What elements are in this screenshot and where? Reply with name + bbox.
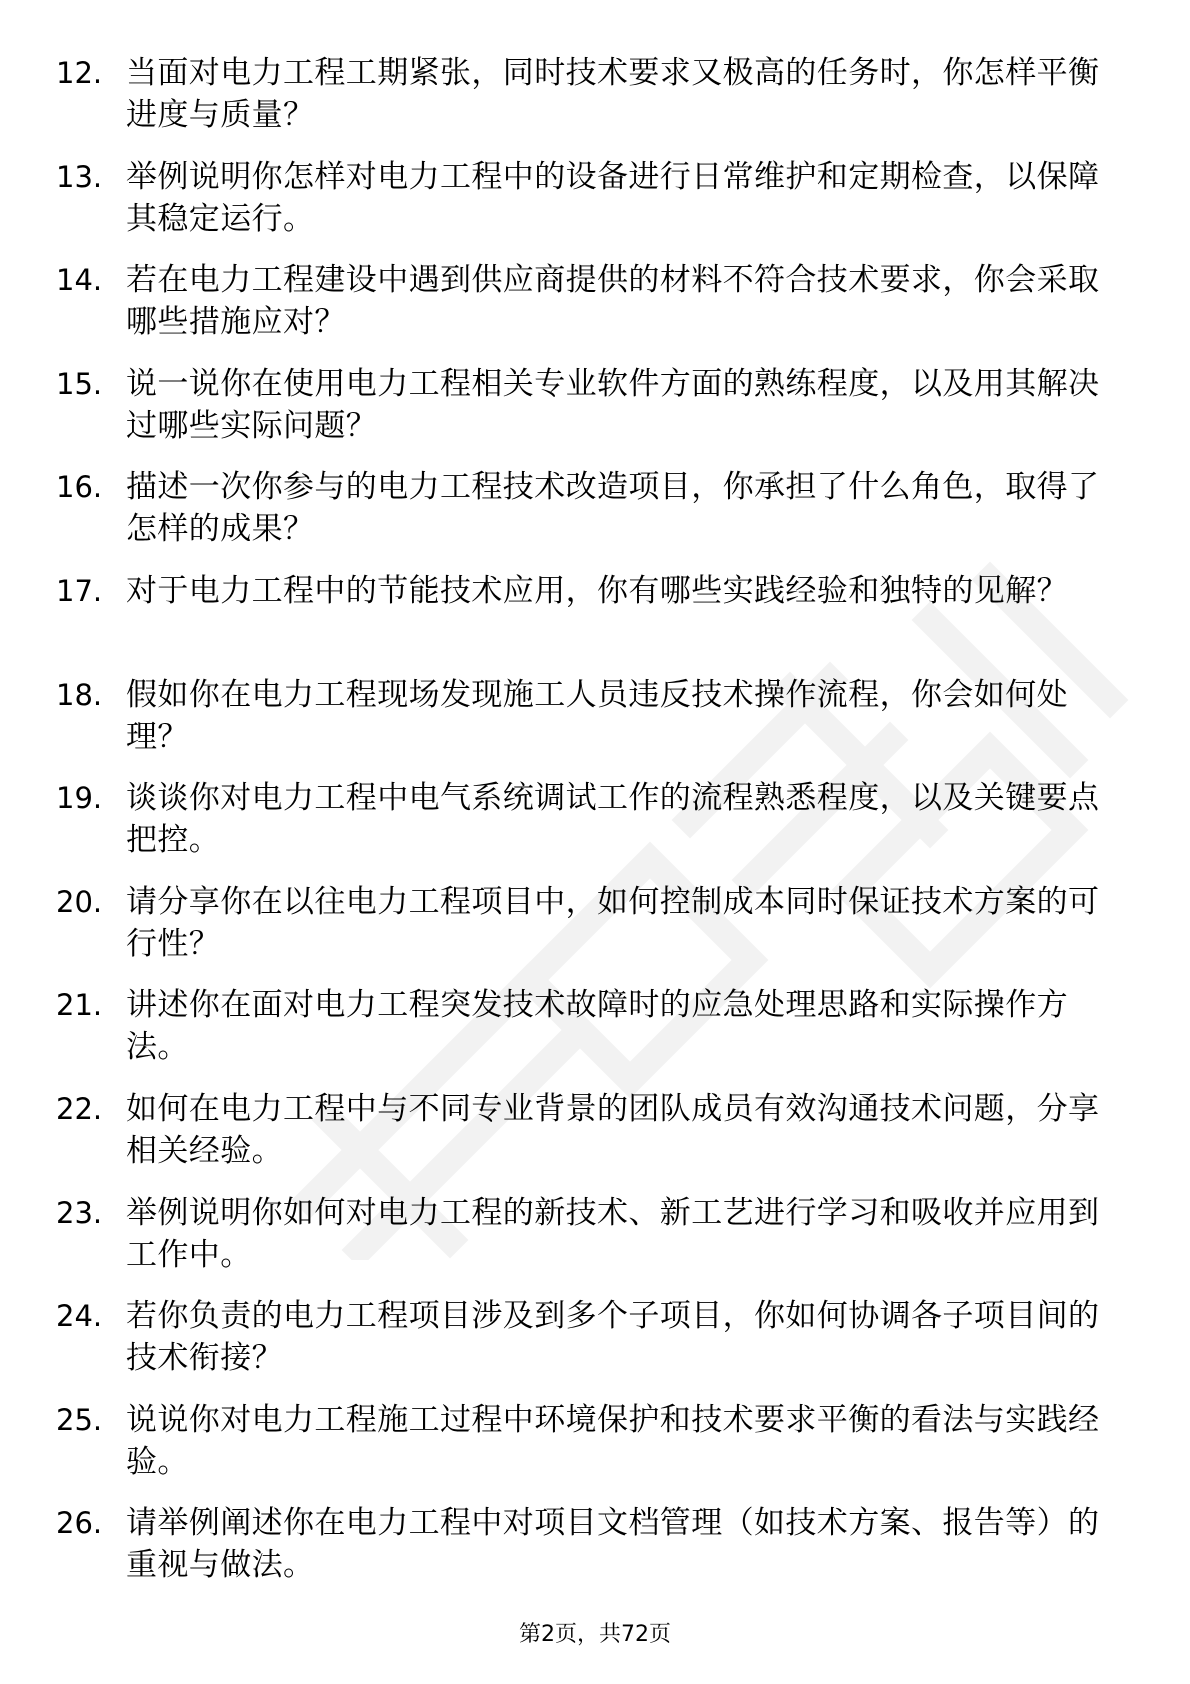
question-item bbox=[56, 1295, 1126, 1399]
question-text: 请分享你在以往电力工程项目中，如何控制成本同时保证技术方案的可行性？ bbox=[126, 883, 1100, 962]
question-text: 如何在电力工程中与不同专业背景的团队成员有效沟通技术问题，分享相关经验。 bbox=[126, 1090, 1100, 1169]
question-text: 假如你在电力工程现场发现施工人员违反技术操作流程，你会如何处理？ bbox=[126, 676, 1068, 755]
question-item bbox=[56, 1088, 1126, 1192]
question-item bbox=[56, 363, 1126, 467]
question-text: 描述一次你参与的电力工程技术改造项目，你承担了什么角色，取得了怎样的成果？ bbox=[126, 469, 1100, 548]
question-item bbox=[56, 674, 1126, 778]
question-number: 19. bbox=[56, 781, 103, 816]
question-item bbox=[56, 881, 1126, 985]
question-item bbox=[56, 156, 1126, 260]
question-item bbox=[56, 466, 1126, 570]
question-text: 当面对电力工程工期紧张，同时技术要求又极高的任务时，你怎样平衡进度与质量？ bbox=[126, 55, 1100, 133]
question-number: 16. bbox=[56, 470, 103, 505]
question-text: 举例说明你怎样对电力工程中的设备进行日常维护和定期检查，以保障其稳定运行。 bbox=[126, 158, 1100, 237]
question-number: 17. bbox=[56, 573, 103, 608]
question-text: 举例说明你如何对电力工程的新技术、新工艺进行学习和吸收并应用到工作中。 bbox=[126, 1194, 1100, 1273]
question-number: 15. bbox=[56, 366, 103, 401]
question-text: 谈谈你对电力工程中电气系统调试工作的流程熟悉程度，以及关键要点把控。 bbox=[126, 780, 1100, 859]
question-number: 12. bbox=[56, 56, 103, 90]
question-item bbox=[56, 52, 1126, 156]
question-item bbox=[56, 570, 1126, 674]
question-item bbox=[56, 1502, 1126, 1606]
question-text: 若你负责的电力工程项目涉及到多个子项目，你如何协调各子项目间的技术衔接？ bbox=[126, 1298, 1100, 1377]
page-footer: 第2页，共72页 bbox=[519, 1622, 671, 1647]
question-text: 对于电力工程中的节能技术应用，你有哪些实践经验和独特的见解？ bbox=[126, 572, 1068, 609]
question-item bbox=[56, 1192, 1126, 1296]
question-text: 讲述你在面对电力工程突发技术故障时的应急处理思路和实际操作方法。 bbox=[126, 987, 1068, 1066]
question-item bbox=[56, 1399, 1126, 1503]
question-number: 23. bbox=[56, 1195, 103, 1230]
question-text: 若在电力工程建设中遇到供应商提供的材料不符合技术要求，你会采取哪些措施应对？ bbox=[126, 262, 1100, 341]
question-number: 20. bbox=[56, 884, 103, 919]
question-item bbox=[56, 984, 1126, 1088]
question-list bbox=[56, 52, 1126, 1606]
question-number: 22. bbox=[56, 1091, 103, 1126]
question-number: 25. bbox=[56, 1402, 103, 1437]
question-number: 24. bbox=[56, 1299, 103, 1334]
question-number: 26. bbox=[56, 1506, 103, 1541]
question-item bbox=[56, 777, 1126, 881]
question-text: 请举例阐述你在电力工程中对项目文档管理（如技术方案、报告等）的重视与做法。 bbox=[126, 1505, 1100, 1584]
question-item bbox=[56, 259, 1126, 363]
question-number: 18. bbox=[56, 677, 103, 712]
question-number: 13. bbox=[56, 159, 103, 194]
question-number: 21. bbox=[56, 988, 103, 1023]
question-number: 14. bbox=[56, 263, 103, 298]
question-text: 说一说你在使用电力工程相关专业软件方面的熟练程度，以及用其解决过哪些实际问题？ bbox=[126, 365, 1100, 444]
question-text: 说说你对电力工程施工过程中环境保护和技术要求平衡的看法与实践经验。 bbox=[126, 1401, 1100, 1480]
